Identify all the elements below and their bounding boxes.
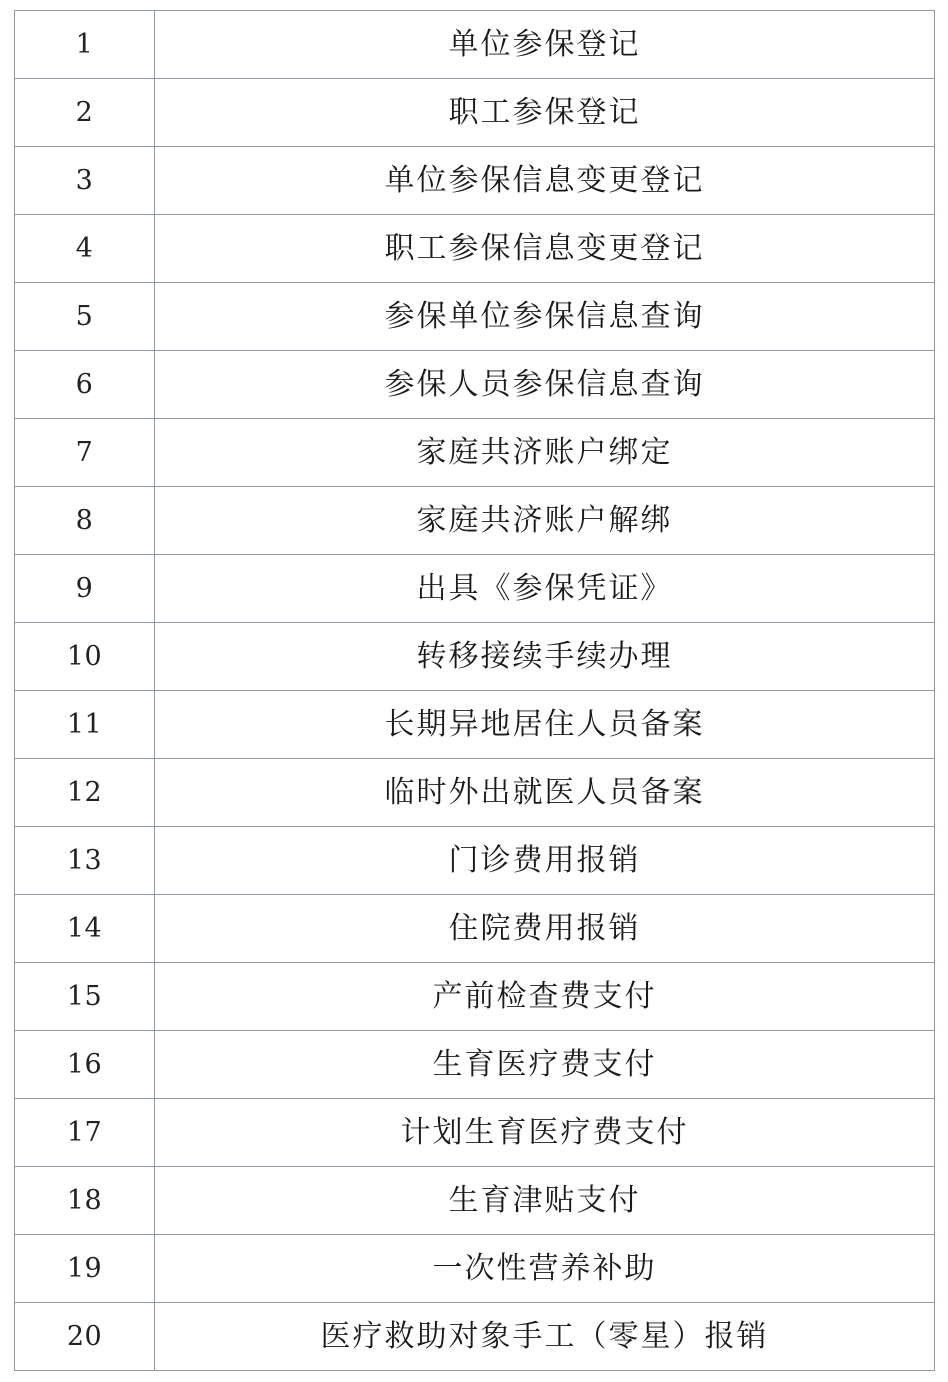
table-row xyxy=(15,419,935,487)
table-row xyxy=(15,11,935,79)
table-body xyxy=(15,11,935,1371)
table-row xyxy=(15,1303,935,1371)
row-number: 12 xyxy=(15,759,155,827)
table-row xyxy=(15,215,935,283)
table-row xyxy=(15,895,935,963)
table-row xyxy=(15,79,935,147)
row-number: 6 xyxy=(15,351,155,419)
table-row xyxy=(15,963,935,1031)
row-item-name: 生育医疗费支付 xyxy=(155,1031,935,1099)
row-number: 14 xyxy=(15,895,155,963)
row-item-name: 职工参保登记 xyxy=(155,79,935,147)
row-item-name: 参保人员参保信息查询 xyxy=(155,351,935,419)
table-row xyxy=(15,1235,935,1303)
table-row xyxy=(15,147,935,215)
row-number: 5 xyxy=(15,283,155,351)
row-item-name: 计划生育医疗费支付 xyxy=(155,1099,935,1167)
table-row xyxy=(15,691,935,759)
row-item-name: 参保单位参保信息查询 xyxy=(155,283,935,351)
row-number: 7 xyxy=(15,419,155,487)
table-row xyxy=(15,1031,935,1099)
row-number: 2 xyxy=(15,79,155,147)
table-row xyxy=(15,827,935,895)
row-item-name: 出具《参保凭证》 xyxy=(155,555,935,623)
row-item-name: 单位参保登记 xyxy=(155,11,935,79)
row-item-name: 生育津贴支付 xyxy=(155,1167,935,1235)
table-row xyxy=(15,351,935,419)
table-row xyxy=(15,1167,935,1235)
table-row xyxy=(15,623,935,691)
row-item-name: 一次性营养补助 xyxy=(155,1235,935,1303)
row-number: 10 xyxy=(15,623,155,691)
row-number: 19 xyxy=(15,1235,155,1303)
table-row xyxy=(15,487,935,555)
row-number: 18 xyxy=(15,1167,155,1235)
table-row xyxy=(15,759,935,827)
service-items-table xyxy=(14,10,935,1371)
row-item-name: 单位参保信息变更登记 xyxy=(155,147,935,215)
row-number: 9 xyxy=(15,555,155,623)
row-item-name: 临时外出就医人员备案 xyxy=(155,759,935,827)
row-item-name: 职工参保信息变更登记 xyxy=(155,215,935,283)
row-number: 8 xyxy=(15,487,155,555)
row-item-name: 产前检查费支付 xyxy=(155,963,935,1031)
row-number: 4 xyxy=(15,215,155,283)
row-number: 20 xyxy=(15,1303,155,1371)
row-number: 16 xyxy=(15,1031,155,1099)
table-row xyxy=(15,555,935,623)
row-item-name: 住院费用报销 xyxy=(155,895,935,963)
table-row xyxy=(15,1099,935,1167)
row-item-name: 家庭共济账户解绑 xyxy=(155,487,935,555)
row-item-name: 门诊费用报销 xyxy=(155,827,935,895)
row-number: 11 xyxy=(15,691,155,759)
row-item-name: 转移接续手续办理 xyxy=(155,623,935,691)
row-item-name: 医疗救助对象手工（零星）报销 xyxy=(155,1303,935,1371)
table-row xyxy=(15,283,935,351)
row-item-name: 家庭共济账户绑定 xyxy=(155,419,935,487)
row-number: 15 xyxy=(15,963,155,1031)
row-item-name: 长期异地居住人员备案 xyxy=(155,691,935,759)
row-number: 13 xyxy=(15,827,155,895)
row-number: 1 xyxy=(15,11,155,79)
row-number: 3 xyxy=(15,147,155,215)
row-number: 17 xyxy=(15,1099,155,1167)
